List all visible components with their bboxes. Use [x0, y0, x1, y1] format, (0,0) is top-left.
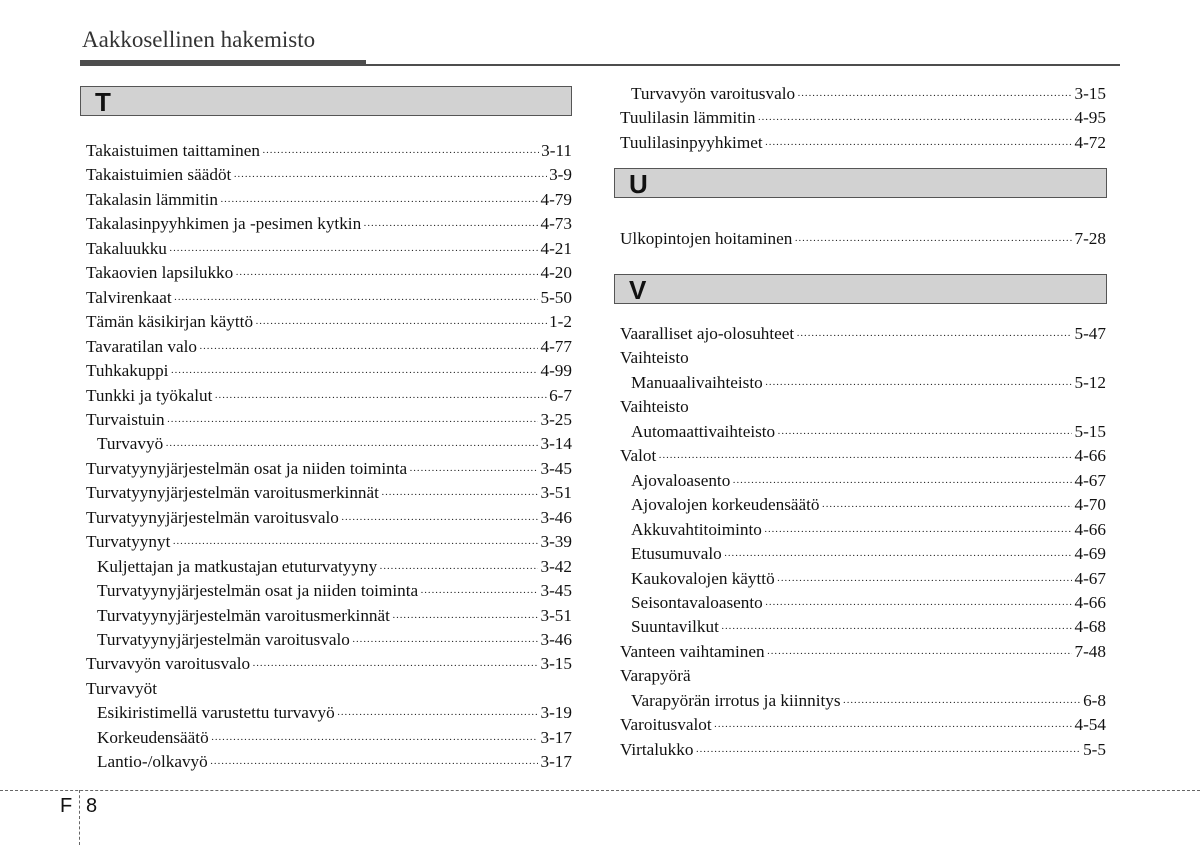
index-entry-label: Takaovien lapsilukko [86, 263, 234, 283]
dot-leader [211, 728, 539, 752]
index-entry-page: 7-28 [1074, 229, 1106, 248]
index-entry-label: Varoitusvalot [620, 715, 712, 735]
dot-leader [420, 581, 538, 605]
index-entry [631, 591, 1106, 615]
index-entry-page: 4-73 [540, 214, 572, 234]
index-entry-page: 3-15 [1074, 84, 1106, 103]
dot-leader [392, 606, 539, 630]
index-entry [86, 506, 572, 530]
index-entry [97, 604, 572, 628]
index-entry [620, 395, 1106, 419]
index-entry [86, 384, 572, 408]
index-entry-page: 5-5 [1083, 739, 1106, 759]
dot-leader [169, 239, 539, 263]
dot-leader [796, 324, 1072, 348]
index-entry-page: 3-17 [540, 752, 572, 772]
index-entry-page: 4-21 [540, 238, 572, 258]
index-entry [86, 212, 572, 236]
index-entry [620, 664, 1106, 688]
dot-leader [695, 740, 1081, 764]
index-entry-page: 4-67 [1074, 470, 1106, 490]
dot-leader [777, 569, 1073, 593]
index-entry-page: 7-48 [1074, 641, 1106, 661]
index-entry-page: 3-19 [540, 703, 572, 723]
index-entry-label: Turvavyöt [86, 678, 157, 698]
index-entry [97, 628, 572, 652]
index-entry-label: Virtalukko [620, 739, 694, 759]
index-entry [631, 420, 1106, 444]
dot-leader [167, 410, 539, 434]
index-entry [631, 371, 1106, 395]
dot-leader [235, 263, 538, 287]
dot-leader [210, 752, 539, 776]
index-entry [86, 310, 572, 334]
index-entry [86, 163, 572, 187]
index-entry-label: Seisontavaloasento [631, 592, 763, 612]
index-entry [631, 493, 1106, 517]
dot-leader [794, 229, 1072, 253]
index-entry-page: 4-54 [1074, 715, 1106, 735]
index-entry-label: Akkuvahtitoiminto [631, 519, 762, 539]
dot-leader [409, 459, 538, 483]
dot-leader [732, 471, 1072, 495]
index-entry [620, 227, 1106, 251]
index-entry-page: 5-15 [1074, 421, 1106, 441]
index-entry-page: 3-51 [540, 605, 572, 625]
index-entry [86, 530, 572, 554]
index-entry-page: 5-47 [1074, 324, 1106, 343]
index-entry-page: 3-51 [540, 483, 572, 503]
dot-leader [174, 288, 539, 312]
index-entry [620, 713, 1106, 737]
index-entry [97, 750, 572, 774]
index-entry-label: Takalasin lämmitin [86, 189, 218, 209]
dot-leader [764, 520, 1073, 544]
footer-section-letter: F [60, 795, 73, 817]
index-entry-page: 3-39 [540, 532, 572, 552]
index-entry-page: 5-50 [540, 287, 572, 307]
index-entry-page: 1-2 [549, 312, 572, 332]
index-entry-page: 3-45 [540, 581, 572, 601]
index-entry [631, 469, 1106, 493]
section-letter: T [95, 87, 111, 117]
index-entry-label: Varapyörä [620, 666, 691, 686]
index-entry-label: Etusumuvalo [631, 544, 722, 564]
index-entry [631, 542, 1106, 566]
index-entry-label: Turvatyynyt [86, 532, 171, 552]
index-entry-label: Kaukovalojen käyttö [631, 568, 775, 588]
index-entry [86, 237, 572, 261]
header-rule-thin [366, 64, 1120, 66]
index-entry-label: Turvatyynyjärjestelmän osat ja niiden toiminta [86, 458, 408, 478]
index-entry [86, 286, 572, 310]
index-entry-label: Kuljettajan ja matkustajan etuturvatyyny [97, 556, 378, 576]
index-entry-label: Turvatyynyjärjestelmän varoitusmerkinnät [86, 483, 379, 503]
dot-leader [381, 483, 539, 507]
index-entry-label: Turvaistuin [86, 409, 165, 429]
index-entry [86, 139, 572, 163]
footer-dashed-line [0, 790, 1200, 791]
index-entry-label: Ulkopintojen hoitaminen [620, 229, 793, 248]
index-entry-page: 3-14 [540, 434, 572, 454]
index-entry [620, 444, 1106, 468]
index-entry-page: 4-79 [540, 189, 572, 209]
index-entry [97, 701, 572, 725]
index-entry [631, 615, 1106, 639]
index-entry-page: 4-69 [1074, 544, 1106, 564]
dot-leader [172, 532, 538, 556]
dot-leader [252, 654, 538, 678]
index-entry-page: 4-70 [1074, 495, 1106, 515]
index-entry [631, 567, 1106, 591]
index-entry-label: Turvatyynyjärjestelmän varoitusvalo [97, 630, 350, 649]
index-entry-page: 4-66 [1074, 519, 1106, 539]
index-entry-label: Vaihteisto [620, 348, 689, 368]
dot-leader [341, 508, 539, 532]
footer-dashed-divider [79, 790, 80, 845]
dot-leader [721, 617, 1073, 641]
index-entry-page: 3-45 [540, 458, 572, 478]
dot-leader [199, 337, 539, 361]
dot-leader [255, 312, 547, 336]
index-entry [620, 131, 1106, 155]
index-entry [631, 82, 1106, 106]
index-entry-label: Takalasinpyyhkimen ja -pesimen kytkin [86, 214, 362, 234]
index-entry-label: Turvatyynyjärjestelmän varoitusvalo [86, 507, 339, 527]
index-entry-page: 3-17 [540, 727, 572, 747]
dot-leader [363, 214, 538, 238]
index-entry [620, 640, 1106, 664]
index-entry [620, 106, 1106, 130]
index-entry-page: 6-7 [549, 385, 572, 405]
section-header-v [614, 274, 1107, 304]
index-entry [631, 689, 1106, 713]
index-entry-label: Tämän käsikirjan käyttö [86, 312, 254, 332]
dot-leader [843, 691, 1082, 715]
index-entry-label: Turvavyön varoitusvalo [86, 654, 251, 674]
index-entry-label: Takaistuimien säädöt [86, 165, 232, 185]
page-header-title: Aakkosellinen hakemisto [82, 27, 316, 52]
index-entry [86, 359, 572, 383]
section-header-t [80, 86, 572, 116]
dot-leader [165, 434, 538, 458]
index-entry [97, 726, 572, 750]
index-entry-label: Vaaralliset ajo-olosuhteet [620, 324, 795, 343]
index-entry-page: 4-72 [1074, 132, 1106, 152]
dot-leader [767, 642, 1073, 666]
index-entry-label: Tuulilasinpyyhkimet [620, 132, 763, 152]
index-entry-label: Tavaratilan valo [86, 336, 197, 356]
index-entry-label: Vaihteisto [620, 397, 689, 417]
dot-leader [352, 630, 539, 654]
index-entry-label: Varapyörän irrotus ja kiinnitys [631, 690, 841, 710]
dot-leader [822, 495, 1073, 519]
index-entry-label: Ajovaloasento [631, 470, 731, 490]
dot-leader [777, 422, 1072, 446]
section-header-u [614, 168, 1107, 198]
index-entry-page: 3-25 [540, 409, 572, 429]
dot-leader [220, 190, 539, 214]
index-entry-label: Turvavyö [97, 434, 164, 454]
index-entry-page: 3-11 [541, 141, 572, 160]
index-entry-page: 4-95 [1074, 108, 1106, 128]
dot-leader [262, 141, 539, 165]
index-entry [86, 408, 572, 432]
index-entry-page: 4-77 [540, 336, 572, 356]
footer-page-number: 8 [86, 795, 98, 817]
index-entry [631, 518, 1106, 542]
dot-leader [765, 593, 1073, 617]
index-entry-label: Korkeudensäätö [97, 727, 209, 747]
index-entry [620, 738, 1106, 762]
index-entry-page: 3-46 [540, 507, 572, 527]
index-entry-label: Turvavyön varoitusvalo [631, 84, 796, 103]
dot-leader [765, 133, 1073, 157]
index-entry-label: Talvirenkaat [86, 287, 172, 307]
index-entry [620, 346, 1106, 370]
index-entry-label: Lantio-/olkavyö [97, 752, 208, 772]
index-entry-page: 3-46 [540, 630, 572, 649]
index-entry [620, 322, 1106, 346]
index-entry-label: Valot [620, 446, 657, 466]
dot-leader [765, 373, 1073, 397]
dot-leader [724, 544, 1073, 568]
index-entry [86, 481, 572, 505]
dot-leader [757, 108, 1072, 132]
index-entry-label: Tunkki ja työkalut [86, 385, 213, 405]
index-entry [86, 652, 572, 676]
index-entry-label: Turvatyynyjärjestelmän varoitusmerkinnät [97, 605, 390, 625]
index-entry-page: 3-9 [549, 165, 572, 185]
dot-leader [797, 84, 1072, 108]
dot-leader [714, 715, 1073, 739]
index-entry-label: Tuhkakuppi [86, 361, 169, 381]
index-entry-label: Esikiristimellä varustettu turvavyö [97, 703, 335, 723]
index-entry [86, 335, 572, 359]
index-entry [97, 579, 572, 603]
index-entry-page: 4-68 [1074, 617, 1106, 637]
index-entry-page: 3-15 [540, 654, 572, 674]
dot-leader [658, 446, 1072, 470]
dot-leader [379, 557, 538, 581]
index-entry-label: Manuaalivaihteisto [631, 372, 763, 392]
index-entry-page: 4-66 [1074, 592, 1106, 612]
index-entry-label: Ajovalojen korkeudensäätö [631, 495, 820, 515]
index-entry-page: 4-66 [1074, 446, 1106, 466]
index-entry [97, 555, 572, 579]
index-entry-page: 4-99 [540, 361, 572, 381]
index-entry-page: 3-42 [540, 556, 572, 576]
index-entry-label: Turvatyynyjärjestelmän osat ja niiden toiminta [97, 581, 419, 601]
index-entry [86, 188, 572, 212]
index-entry-label: Takaistuimen taittaminen [86, 141, 260, 160]
index-entry-label: Vanteen vaihtaminen [620, 641, 765, 661]
index-entry-page: 5-12 [1074, 372, 1106, 392]
index-entry-label: Tuulilasin lämmitin [620, 108, 756, 128]
header-rule-thick [80, 60, 366, 66]
index-entry-page: 4-67 [1074, 568, 1106, 588]
index-entry [86, 677, 572, 701]
index-entry-label: Suuntavilkut [631, 617, 719, 637]
index-entry [97, 432, 572, 456]
index-entry [86, 261, 572, 285]
dot-leader [337, 703, 539, 727]
index-entry-label: Automaattivaihteisto [631, 421, 776, 441]
section-letter: V [629, 275, 647, 305]
dot-leader [170, 361, 538, 385]
index-entry-page: 6-8 [1083, 690, 1106, 710]
index-entry-label: Takaluukku [86, 238, 167, 258]
dot-leader [214, 386, 547, 410]
section-letter: U [629, 169, 648, 199]
dot-leader [233, 165, 547, 189]
index-entry [86, 457, 572, 481]
index-entry-page: 4-20 [540, 263, 572, 283]
